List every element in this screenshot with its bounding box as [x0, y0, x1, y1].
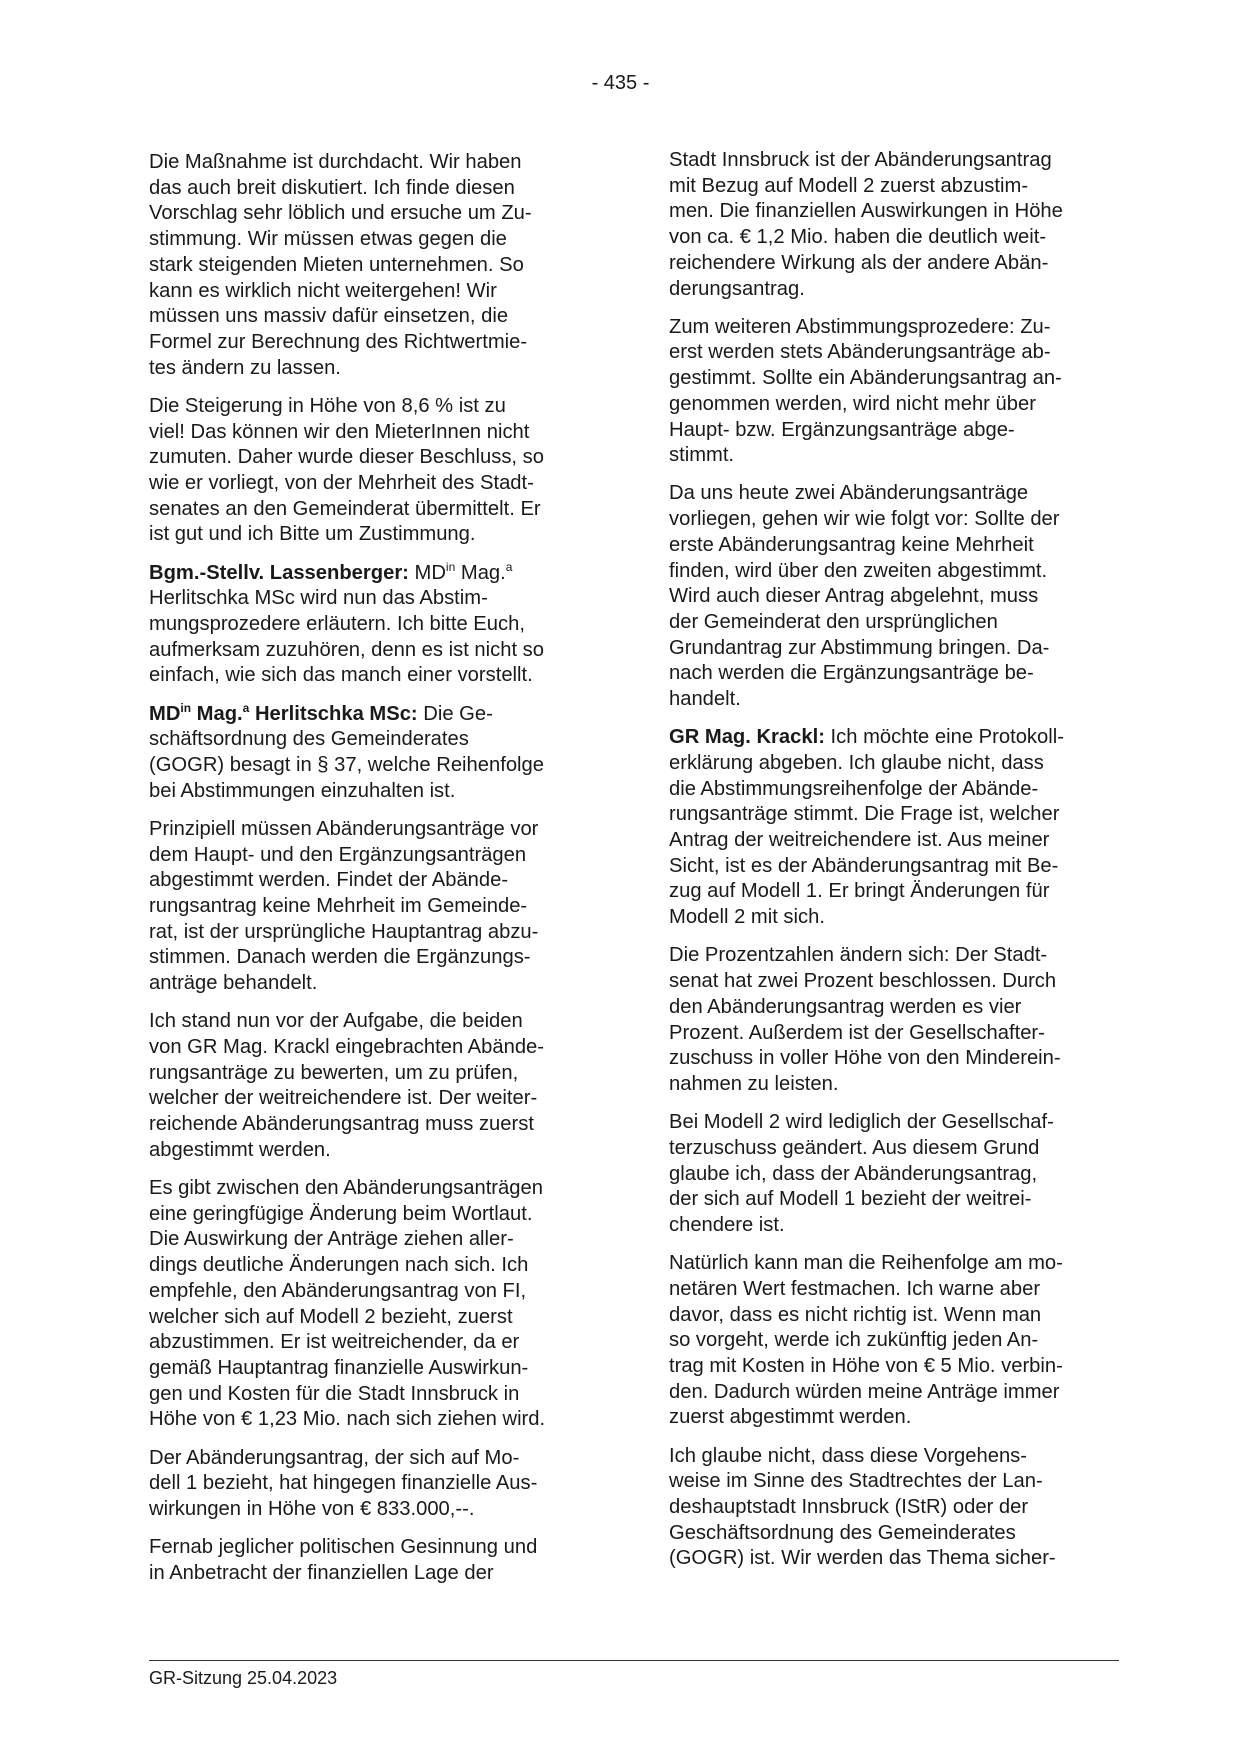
speech-text: Die Ge- schäftsordnung des Gemeinderates (GOGR) besagt in § 37, welche Reihenfolge bei Abstimmungen einzuhalten ist. — [149, 702, 544, 802]
paragraph: Prinzipiell müssen Abänderungsanträge vor dem Haupt- und den Ergänzungsanträgen abgestimmt werden. Findet der Abände- rungsantrag keine Mehrheit im Gemeinde- rat, ist der ursprüngliche Hauptantrag abzu- stimmen. Danach werden die Ergänzungs- anträge behandelt. — [149, 817, 539, 995]
paragraph: Bei Modell 2 wird lediglich der Gesellschaf- terzuschuss geändert. Aus diesem Grund glaube ich, dass der Abänderungsantrag, der sich auf Modell 1 bezieht der weitrei- chendere ist. — [669, 1111, 1054, 1236]
paragraph: Fernab jeglicher politischen Gesinnung und in Anbetracht der finanziellen Lage der — [149, 1536, 538, 1584]
right-column — [669, 148, 1119, 1585]
footer-session-date: GR-Sitzung 25.04.2023 — [149, 1668, 338, 1688]
title-sup: a — [242, 700, 250, 715]
title-sup: in — [180, 700, 192, 715]
paragraph: Die Maßnahme ist durchdacht. Wir haben das auch breit diskutiert. Ich finde diesen Vorschlag sehr löblich und ersuche um Zu- stimmung. Wir müssen etwas gegen die stark steigenden Mieten unternehmen. So kann es wirklich nicht weitergehen! Wir müssen uns massiv dafür einsetzen, die Formel zur Berechnung des Richtwertmie- tes ändern zu lassen. — [149, 151, 532, 379]
title-md: MD — [408, 561, 446, 584]
speaker-name: GR Mag. Krackl: — [669, 726, 825, 749]
speaker-name: Bgm.-Stellv. Lassenberger: — [149, 561, 409, 584]
footer-divider — [149, 1660, 1119, 1661]
paragraph: Natürlich kann man die Reihenfolge am mo- netären Wert festmachen. Ich warne aber davor, dass es nicht richtig ist. Wenn man so vorgeht, werde ich zukünftig jeden An- trag mit Kosten in Höhe von € 5 Mio. verbin- den. Dadurch würden meine Anträge immer zuerst abgestimmt werden. — [669, 1252, 1063, 1429]
page-number: - 435 - — [591, 72, 650, 94]
paragraph: Der Abänderungsantrag, der sich auf Mo- dell 1 bezieht, hat hingegen finanzielle Aus- wirkungen in Höhe von € 833.000,--. — [149, 1446, 538, 1520]
speaker-rest: Herlitschka MSc: — [249, 702, 418, 725]
title-sup: a — [505, 559, 513, 574]
speaker-md: MD — [149, 702, 181, 725]
speech-text: Herlitschka MSc wird nun das Abstim- mungsprozedere erläutern. Ich bitte Euch, aufmerksam zuzuhören, denn es ist nicht so einfach, wie sich das manch einer vorstellt. — [149, 587, 544, 687]
speaker-name — [149, 700, 418, 725]
speech-text: Ich möchte eine Protokoll- erklärung abgeben. Ich glaube nicht, dass die Abstimmungsreihenfolge der Abände- rungsanträge stimmt. Die Frage ist, welcher Antrag der weitreichendere ist. Aus meiner Sicht, ist es der Abänderungsantrag mit Be- zug auf Modell 1. Er bringt Änderungen für Modell 2 mit sich. — [669, 726, 1064, 929]
paragraph: Zum weiteren Abstimmungsprozedere: Zu- erst werden stets Abänderungsanträge ab- gestimmt. Sollte ein Abänderungsantrag an- genommen werden, wird nicht mehr über Haupt- bzw. Ergänzungsanträge abge- stimmt. — [669, 315, 1062, 467]
title-sup: in — [445, 559, 456, 574]
paragraph: Stadt Innsbruck ist der Abänderungsantrag mit Bezug auf Modell 2 zuerst abzustim- men. Die finanziellen Auswirkungen in Höhe von ca. € 1,2 Mio. haben die deutlich weit- reichendere Wirkung als der andere Abän- derungsantrag. — [669, 149, 1063, 300]
paragraph-speech — [669, 725, 1119, 931]
paragraph: Die Prozentzahlen ändern sich: Der Stadt- senat hat zwei Prozent beschlossen. Durch den Abänderungsantrag werden es vier Prozent. Außerdem ist der Gesellschafter- zuschuss in voller Höhe von den Minderein- nahmen zu leisten. — [669, 944, 1061, 1095]
paragraph: Ich glaube nicht, dass diese Vorgehens- weise im Sinne des Stadtrechtes der Lan- deshauptstadt Innsbruck (IStR) oder der Geschäftsordnung des Gemeinderates (GOGR) ist. Wir werden das Thema sicher- — [669, 1444, 1056, 1570]
paragraph: Ich stand nun vor der Aufgabe, die beiden von GR Mag. Krackl eingebrachten Abände- rungsanträge zu bewerten, um zu prüfen, welcher der weitreichendere ist. Der weiter- reichende Abänderungsantrag muss zuerst abgestimmt werden. — [149, 1010, 545, 1161]
speaker-mag: Mag. — [191, 702, 243, 725]
paragraph: Es gibt zwischen den Abänderungsanträgen eine geringfügige Änderung beim Wortlaut. Die Auswirkung der Anträge ziehen aller- dings deutliche Änderungen nach sich. Ich empfehle, den Abänderungsantrag von FI, welcher sich auf Modell 2 bezieht, zuerst abzustimmen. Er ist weitreichender, da er gemäß Hauptantrag finanzielle Auswirkun- gen und Kosten für die Stadt Innsbruck in Höhe von € 1,23 Mio. nach sich ziehen wird. — [149, 1177, 546, 1431]
paragraph-speech — [149, 702, 599, 805]
paragraph: Die Steigerung in Höhe von 8,6 % ist zu viel! Das können wir den MieterInnen nicht zumuten. Daher wurde dieser Beschluss, so wie er vorliegt, von der Mehrheit des Stadt- senates an den Gemeinderat übermittelt. Er ist gut und ich Bitte um Zustimmung. — [149, 394, 544, 546]
paragraph: Da uns heute zwei Abänderungsanträge vorliegen, gehen wir wie folgt vor: Sollte der erste Abänderungsantrag keine Mehrheit finden, wird über den zweiten abgestimmt. Wird auch dieser Antrag abgelehnt, muss der Gemeinderat den ursprünglichen Grundantrag zur Abstimmung bringen. Da- nach werden die Ergänzungsanträge be- handelt. — [669, 482, 1060, 711]
paragraph-speech — [149, 561, 599, 690]
left-column — [149, 150, 599, 1599]
title-mag: Mag. — [455, 561, 506, 584]
